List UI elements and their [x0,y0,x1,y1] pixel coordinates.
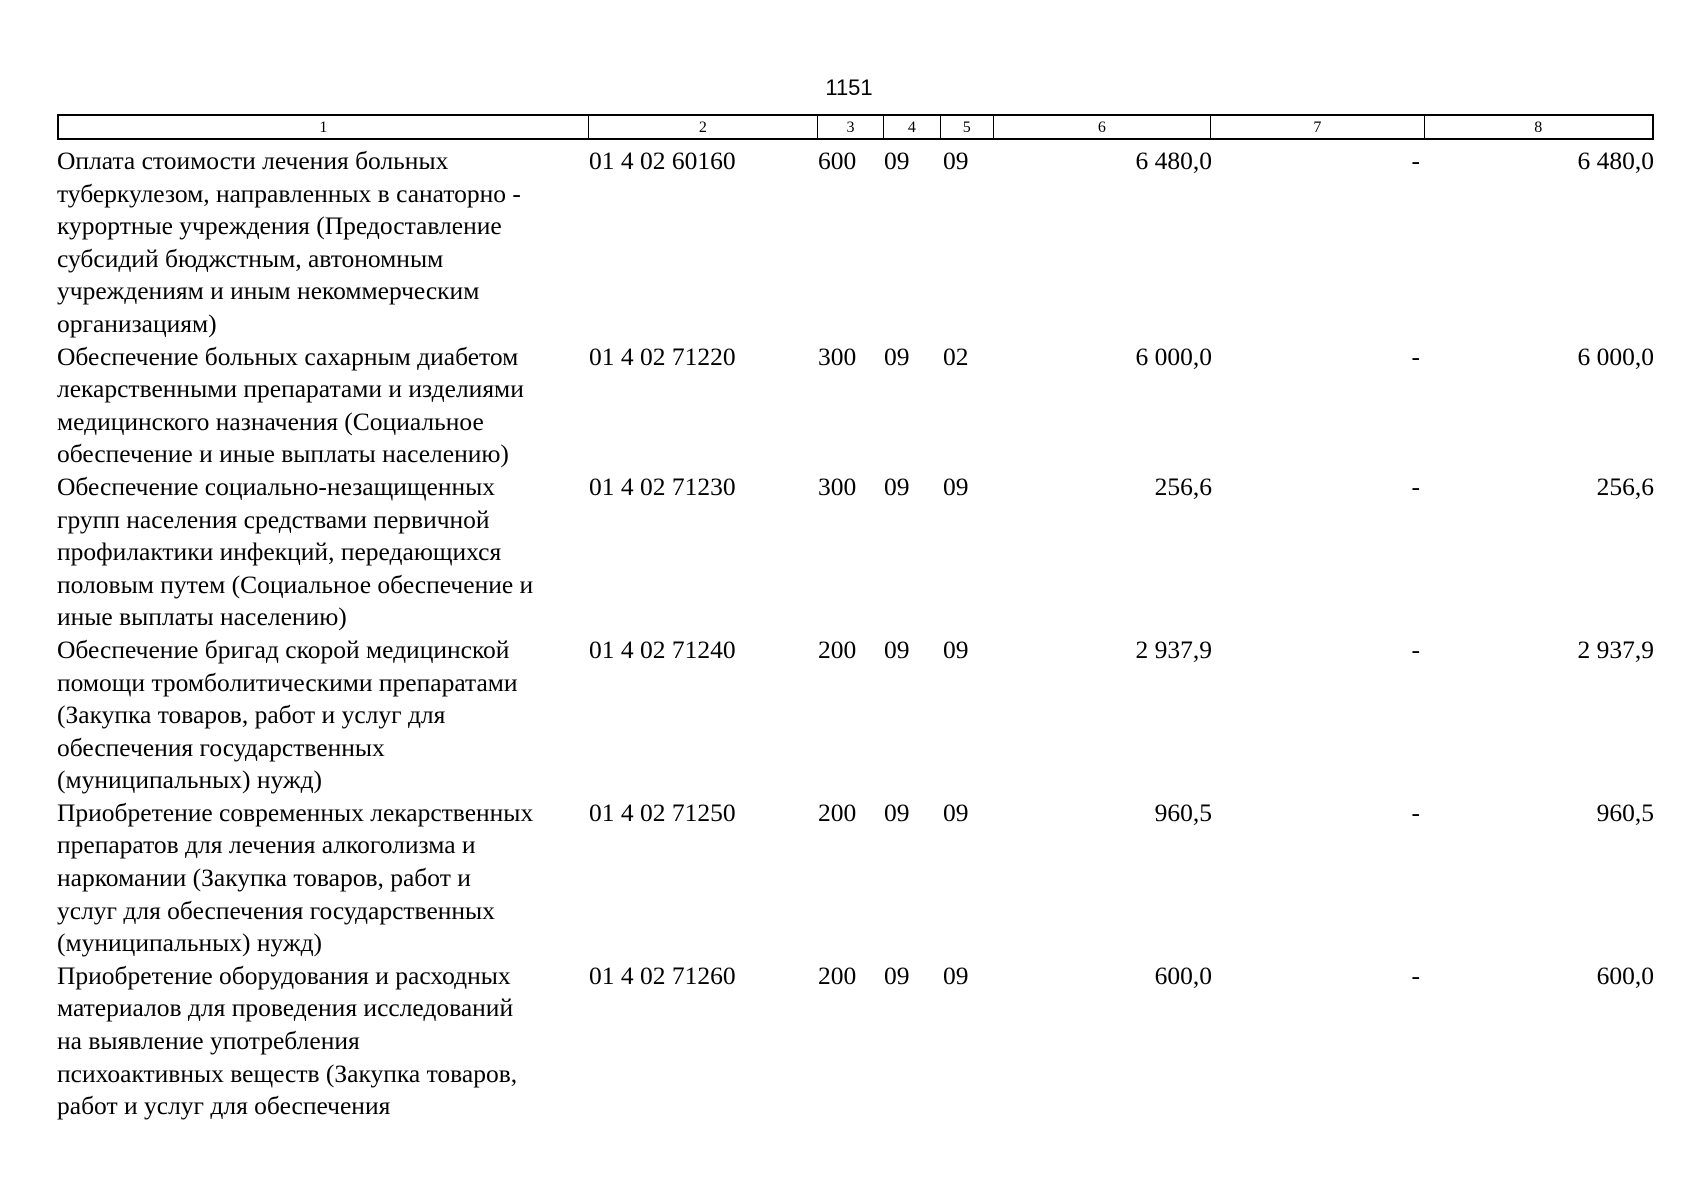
row-col3: 600 [818,146,857,175]
column-header-8: 8 [1534,119,1543,136]
row-col4: 09 [884,797,910,827]
row-col4: 09 [884,960,910,990]
row-col4: 09 [884,146,910,175]
row-code: 01 4 02 71250 [589,797,736,827]
row-col5: 09 [943,634,969,664]
row-col6: 2 937,9 [1135,634,1212,664]
row-col6: 960,5 [1154,797,1212,827]
row-col5: 09 [943,960,969,990]
column-header-1: 1 [59,116,589,138]
column-header-3: 3 [818,116,884,138]
row-col6: 6 000,0 [1135,341,1212,371]
row-col6: 600,0 [1154,960,1212,990]
row-col3: 200 [818,797,857,827]
row-col7: - [1411,471,1420,501]
row-code: 01 4 02 71260 [589,960,736,990]
table-row [57,341,1654,471]
row-name: Обеспечение больных сахарным диабетом лекарственными препаратами и изделиями медицинского назначения (Социальное обеспечение и иные выплаты населению) [57,341,524,469]
row-col8: 6 480,0 [1577,146,1654,175]
row-name: Обеспечение бригад скорой медицинской помощи тромболитическими препаратами (Закупка товаров, работ и услуг для обеспечения государственных (муниципальных) нужд) [57,634,518,795]
row-col3: 200 [818,960,857,990]
row-col6: 6 480,0 [1135,146,1212,175]
row-col6: 256,6 [1154,471,1212,501]
row-name: Оплата стоимости лечения больных туберкулезом, направленных в санаторно - курортные учреждения (Предоставление субсидий бюджстным, автономным учреждениям и иным некоммерческим организациям) [57,146,521,338]
table-row [57,471,1654,634]
row-col8: 600,0 [1596,960,1654,990]
row-col3: 300 [818,471,857,501]
row-col7: - [1411,634,1420,664]
row-col4: 09 [884,471,910,501]
table-header [57,114,1654,140]
table-body [57,145,1654,1123]
table-row [57,145,1654,341]
column-header-2: 2 [589,116,818,138]
row-col7: - [1411,960,1420,990]
row-col4: 09 [884,341,910,371]
row-code: 01 4 02 60160 [589,146,736,175]
row-name: Обеспечение социально-незащищенных групп населения средствами первичной профилактики инфекций, передающихся половым путем (Социальное обеспечение и иные выплаты населению) [57,471,534,632]
row-col5: 09 [943,471,969,501]
column-header-7: 7 [1211,116,1424,138]
row-col5: 09 [943,797,969,827]
row-col8: 256,6 [1596,471,1654,501]
row-name: Приобретение современных лекарственных препаратов для лечения алкоголизма и наркомании (Закупка товаров, работ и услуг для обеспечения государственных (муниципальных) нужд) [57,797,534,958]
row-col5: 09 [943,146,969,175]
row-col4: 09 [884,634,910,664]
row-code: 01 4 02 71240 [589,634,736,664]
column-header-6: 6 [994,116,1211,138]
row-col8: 960,5 [1596,797,1654,827]
row-code: 01 4 02 71220 [589,341,736,371]
row-col7: - [1411,146,1420,175]
column-header-4: 4 [884,116,941,138]
row-col7: - [1411,797,1420,827]
table-row [57,797,1654,960]
row-col7: - [1411,341,1420,371]
row-col3: 300 [818,341,857,371]
table-row [57,634,1654,797]
row-col3: 200 [818,634,857,664]
row-col8: 6 000,0 [1577,341,1654,371]
row-col5: 02 [943,341,969,371]
page-number: 1151 [825,75,873,100]
column-header-5: 5 [941,116,994,138]
table-row [57,960,1654,1123]
row-code: 01 4 02 71230 [589,471,736,501]
row-name: Приобретение оборудования и расходных материалов для проведения исследований на выявление употребления психоактивных веществ (Закупка товаров, работ и услуг для обеспечения [57,960,518,1121]
row-col8: 2 937,9 [1577,634,1654,664]
